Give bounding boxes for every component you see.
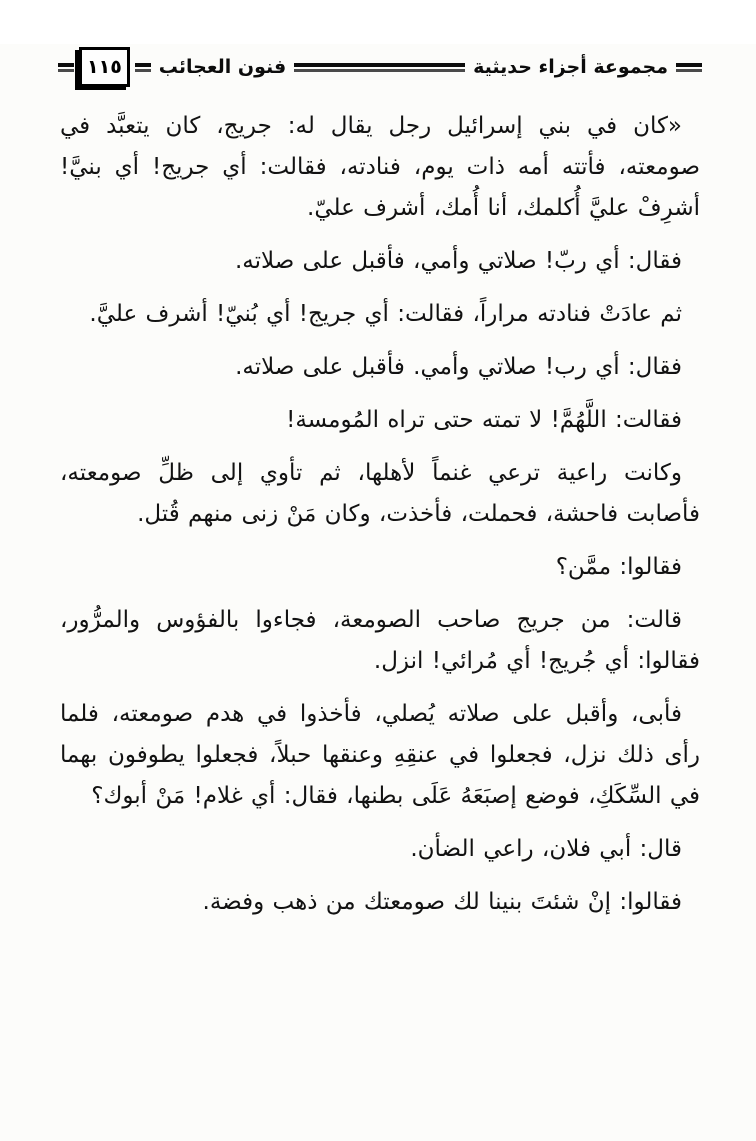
series-title: مجموعة أجزاء حديثية (473, 56, 668, 78)
page-number: ١١٥ (87, 55, 122, 78)
header-rule-left-edge (58, 63, 74, 72)
paragraph: فقالوا: ممَّن؟ (555, 554, 682, 580)
paragraph: فقالوا: إنْ شئتَ بنينا لك صومعتك من ذهب وفضة. (202, 889, 682, 915)
paragraph: «كان في بني إسرائيل رجل يقال له: جريج، كان يتعبَّد في صومعته، فأتته أمه ذات يوم، فنادته، فقالت: أي جريج! أي بنيَّ! أشرِفْ عليَّ أُكلمك، أنا أُمك، أشرف عليّ. (60, 113, 700, 221)
book-title: فنون العجائب (158, 56, 287, 78)
header-rule-right-edge (676, 63, 702, 72)
paragraph: قال: أبي فلان، راعي الضأن. (410, 836, 682, 862)
book-page (0, 44, 756, 1141)
paragraph: ثم عادَتْ فنادته مراراً، فقالت: أي جريج! أي بُنيّ! أشرف عليَّ. (89, 301, 682, 327)
paragraph: فأبى، وأقبل على صلاته يُصلي، فأخذوا في هدم صومعته، فلما رأى ذلك نزل، فجعلوا في عنقِهِ وعنقها حبلاً، فجعلوا يطوفون بهما في السِّكَكِ، فوضع إصبَعَهُ عَلَى بطنها، فقال: أي غلام! مَنْ أبوك؟ (60, 701, 700, 809)
paragraph: فقالت: اللَّهُمَّ! لا تمته حتى تراه المُومسة! (286, 407, 682, 433)
page-number-box (79, 47, 130, 87)
paragraph: قالت: من جريج صاحب الصومعة، فجاءوا بالفؤوس والمرُّور، فقالوا: أي جُريج! أي مُرائي! انزل. (60, 607, 700, 674)
header-rule-middle (294, 63, 465, 72)
body-text (60, 106, 700, 923)
paragraph: وكانت راعية ترعي غنماً لأهلها، ثم تأوي إلى ظلِّ صومعته، فأصابت فاحشة، فحملت، فأخذت، وكان مَنْ زنى منهم قُتل. (60, 460, 700, 527)
paragraph: فقال: أي ربّ! صلاتي وأمي، فأقبل على صلاته. (234, 248, 682, 274)
paragraph: فقال: أي رب! صلاتي وأمي. فأقبل على صلاته. (235, 354, 682, 380)
page-header (58, 44, 702, 90)
header-rule-before-box (135, 63, 151, 72)
